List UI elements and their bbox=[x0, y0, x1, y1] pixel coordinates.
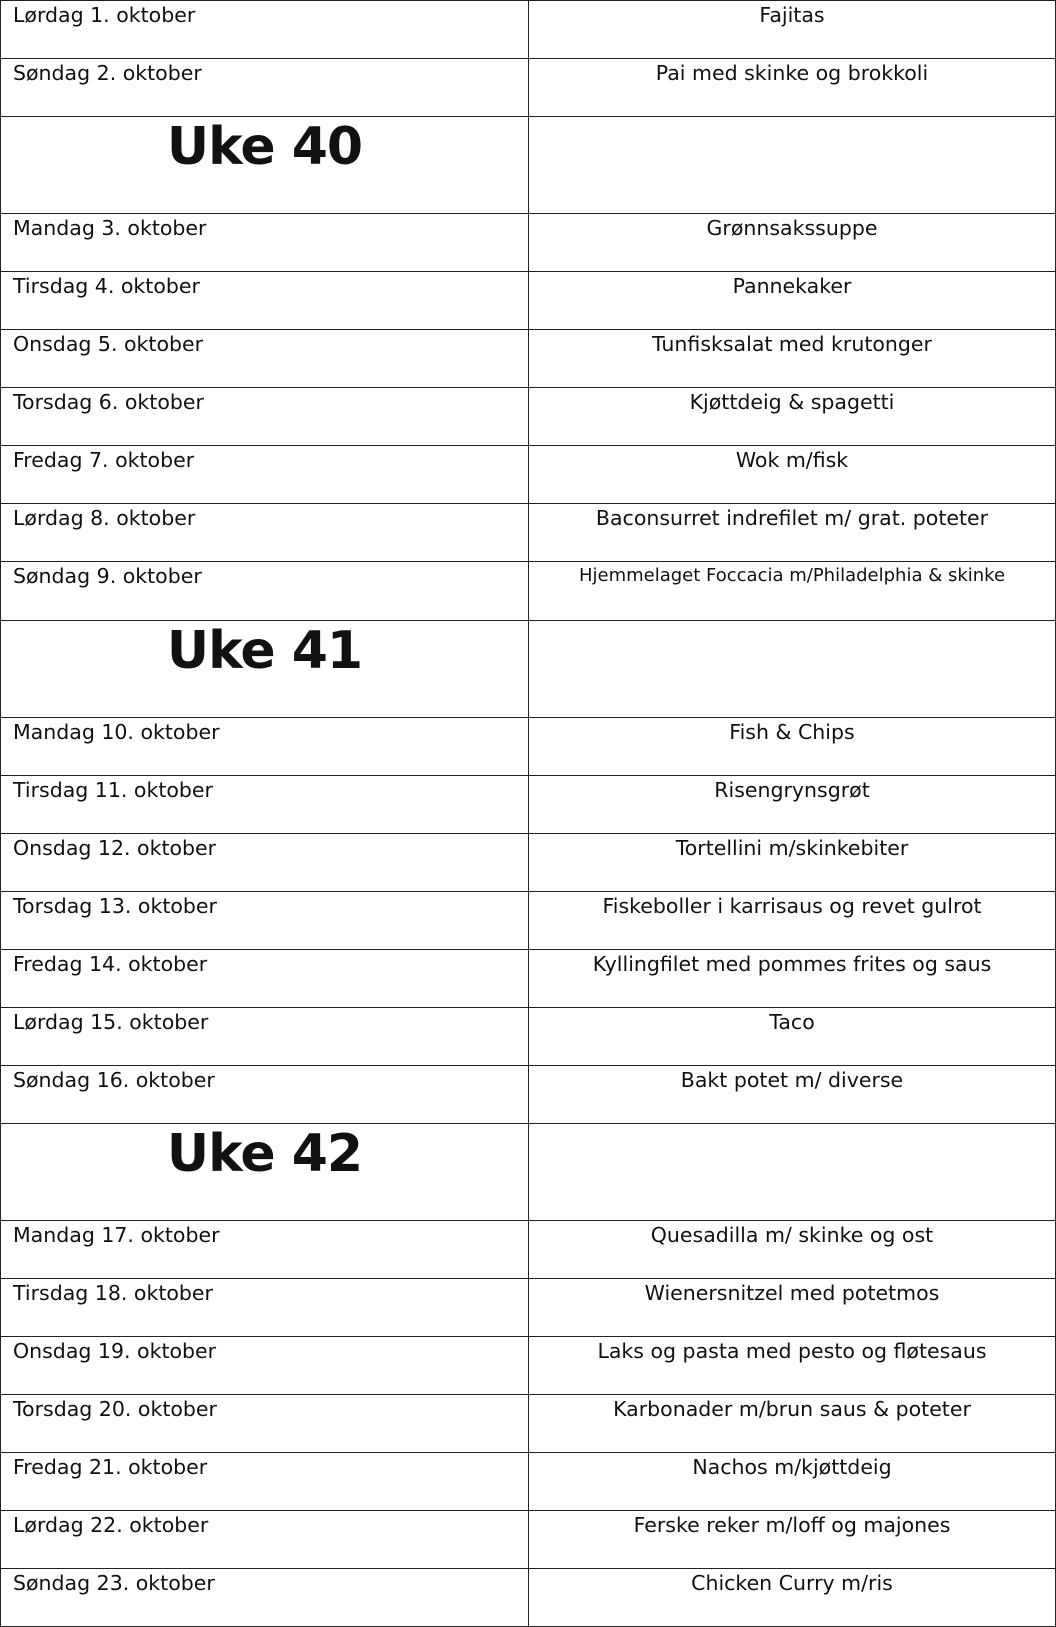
day-label: Lørdag 1. oktober bbox=[1, 1, 529, 59]
week-label: Uke 40 bbox=[1, 117, 529, 214]
table-row bbox=[1, 388, 1056, 446]
meal-label: Wienersnitzel med potetmos bbox=[529, 1279, 1056, 1337]
table-row bbox=[1, 214, 1056, 272]
table-row bbox=[1, 950, 1056, 1008]
meal-label: Pai med skinke og brokkoli bbox=[529, 59, 1056, 117]
day-label: Torsdag 6. oktober bbox=[1, 388, 529, 446]
table-row bbox=[1, 1511, 1056, 1569]
meal-label: Grønnsakssuppe bbox=[529, 214, 1056, 272]
day-label: Lørdag 8. oktober bbox=[1, 504, 529, 562]
day-label: Lørdag 15. oktober bbox=[1, 1008, 529, 1066]
meal-label: Bakt potet m/ diverse bbox=[529, 1066, 1056, 1124]
meal-label: Quesadilla m/ skinke og ost bbox=[529, 1221, 1056, 1279]
meal-label: Laks og pasta med pesto og fløtesaus bbox=[529, 1337, 1056, 1395]
meal-label: Fajitas bbox=[529, 1, 1056, 59]
day-label: Fredag 21. oktober bbox=[1, 1453, 529, 1511]
table-row bbox=[1, 1221, 1056, 1279]
day-label: Onsdag 19. oktober bbox=[1, 1337, 529, 1395]
meal-label: Tortellini m/skinkebiter bbox=[529, 834, 1056, 892]
day-label: Onsdag 5. oktober bbox=[1, 330, 529, 388]
day-label: Søndag 2. oktober bbox=[1, 59, 529, 117]
week-blank-cell bbox=[529, 621, 1056, 718]
day-label: Lørdag 22. oktober bbox=[1, 1511, 529, 1569]
table-row bbox=[1, 718, 1056, 776]
table-row bbox=[1, 834, 1056, 892]
table-row bbox=[1, 562, 1056, 621]
meal-label: Kjøttdeig & spagetti bbox=[529, 388, 1056, 446]
day-label: Mandag 17. oktober bbox=[1, 1221, 529, 1279]
table-row bbox=[1, 272, 1056, 330]
week-label: Uke 41 bbox=[1, 621, 529, 718]
table-row bbox=[1, 1, 1056, 59]
day-label: Tirsdag 11. oktober bbox=[1, 776, 529, 834]
week-blank-cell bbox=[529, 1124, 1056, 1221]
day-label: Søndag 9. oktober bbox=[1, 562, 529, 621]
menu-body bbox=[1, 1, 1056, 1627]
meal-label: Hjemmelaget Foccacia m/Philadelphia & skinke bbox=[529, 562, 1056, 621]
table-row bbox=[1, 1066, 1056, 1124]
meal-label: Nachos m/kjøttdeig bbox=[529, 1453, 1056, 1511]
week-label: Uke 42 bbox=[1, 1124, 529, 1221]
table-row bbox=[1, 446, 1056, 504]
week-header-row bbox=[1, 1124, 1056, 1221]
meal-label: Karbonader m/brun saus & poteter bbox=[529, 1395, 1056, 1453]
meal-label: Kyllingfilet med pommes frites og saus bbox=[529, 950, 1056, 1008]
meal-label: Pannekaker bbox=[529, 272, 1056, 330]
meal-label: Fiskeboller i karrisaus og revet gulrot bbox=[529, 892, 1056, 950]
table-row bbox=[1, 59, 1056, 117]
table-row bbox=[1, 1453, 1056, 1511]
day-label: Mandag 10. oktober bbox=[1, 718, 529, 776]
table-row bbox=[1, 776, 1056, 834]
meal-label: Wok m/fisk bbox=[529, 446, 1056, 504]
meal-label: Baconsurret indrefilet m/ grat. poteter bbox=[529, 504, 1056, 562]
meal-label: Tunfisksalat med krutonger bbox=[529, 330, 1056, 388]
table-row bbox=[1, 1569, 1056, 1627]
day-label: Tirsdag 4. oktober bbox=[1, 272, 529, 330]
day-label: Fredag 7. oktober bbox=[1, 446, 529, 504]
day-label: Onsdag 12. oktober bbox=[1, 834, 529, 892]
table-row bbox=[1, 330, 1056, 388]
day-label: Mandag 3. oktober bbox=[1, 214, 529, 272]
day-label: Tirsdag 18. oktober bbox=[1, 1279, 529, 1337]
day-label: Torsdag 13. oktober bbox=[1, 892, 529, 950]
table-row bbox=[1, 1395, 1056, 1453]
meal-label: Taco bbox=[529, 1008, 1056, 1066]
day-label: Torsdag 20. oktober bbox=[1, 1395, 529, 1453]
week-blank-cell bbox=[529, 117, 1056, 214]
table-row bbox=[1, 1279, 1056, 1337]
day-label: Søndag 16. oktober bbox=[1, 1066, 529, 1124]
table-row bbox=[1, 504, 1056, 562]
week-header-row bbox=[1, 117, 1056, 214]
table-row bbox=[1, 892, 1056, 950]
week-header-row bbox=[1, 621, 1056, 718]
day-label: Søndag 23. oktober bbox=[1, 1569, 529, 1627]
meal-label: Chicken Curry m/ris bbox=[529, 1569, 1056, 1627]
table-row bbox=[1, 1008, 1056, 1066]
meal-label: Risengrynsgrøt bbox=[529, 776, 1056, 834]
meal-label: Ferske reker m/loff og majones bbox=[529, 1511, 1056, 1569]
day-label: Fredag 14. oktober bbox=[1, 950, 529, 1008]
table-row bbox=[1, 1337, 1056, 1395]
meal-label: Fish & Chips bbox=[529, 718, 1056, 776]
